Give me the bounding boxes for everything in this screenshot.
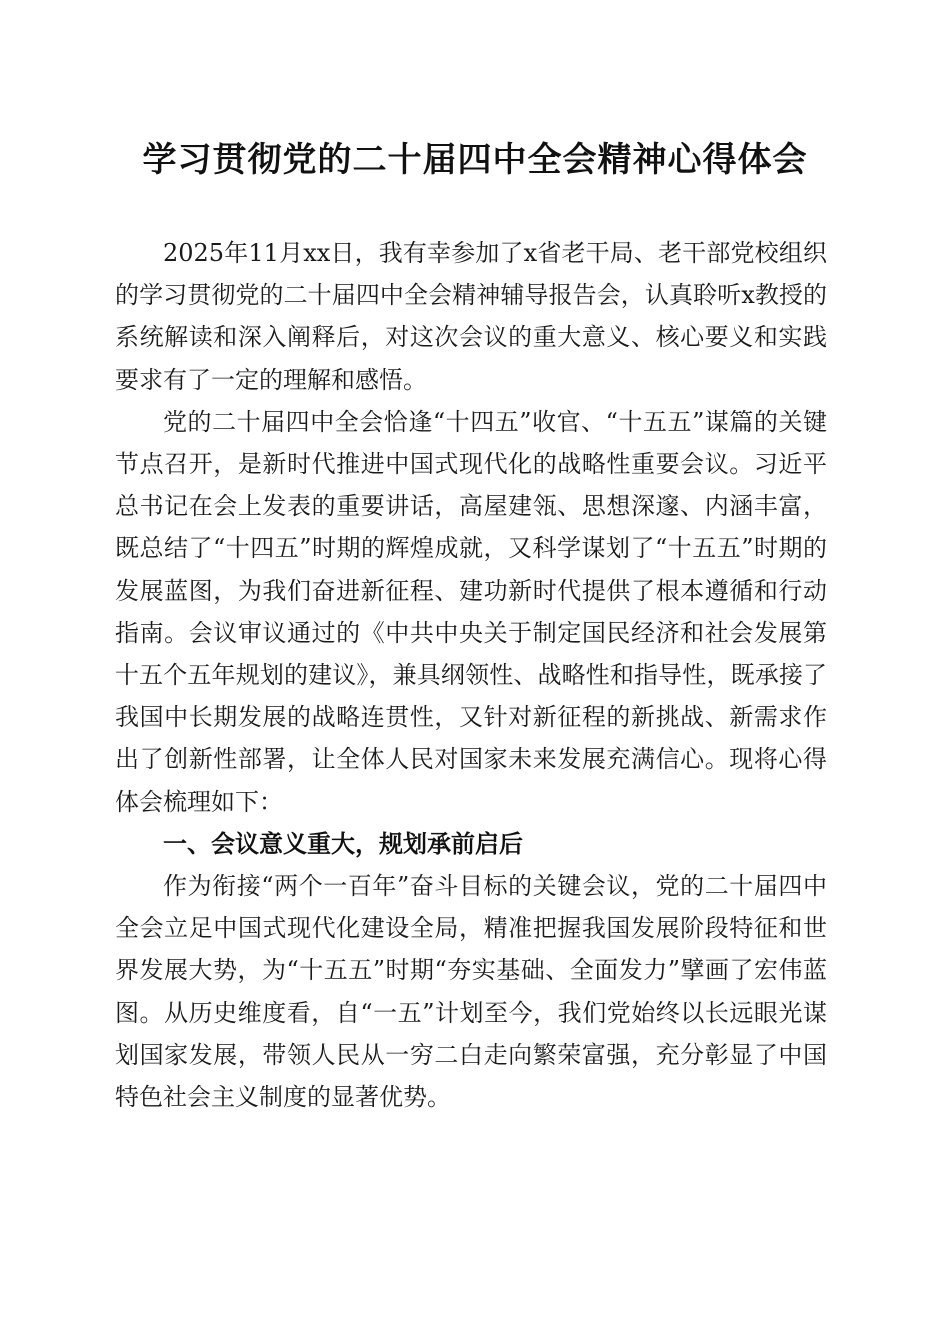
paragraph-section-1: 作为衔接“两个一百年”奋斗目标的关键会议，党的二十届四中全会立足中国式现代化建设全局，精准把握我国发展阶段特征和世界发展大势，为“十五五”时期“夯实基础、全面发力”擘画了宏伟蓝图。从历史维度看，自“一五”计划至今，我们党始终以长远眼光谋划国家发展，带领人民从一穷二白走向繁荣富强，充分彰显了中国特色社会主义制度的显著优势。: [115, 872, 827, 1112]
paragraph-background: 党的二十届四中全会恰逢“十四五”收官、“十五五”谋篇的关键节点召开，是新时代推进中国式现代化的战略性重要会议。习近平总书记在会上发表的重要讲话，高屋建瓴、思想深邃、内涵丰富，既总结了“十四五”时期的辉煌成就，又科学谋划了“十五五”时期的发展蓝图，为我们奋进新征程、建功新时代提供了根本遵循和行动指南。会议审议通过的《中共中央关于制定国民经济和社会发展第十五个五年规划的建议》，兼具纲领性、战略性和指导性，既承接了我国中长期发展的战略连贯性，又针对新征程的新挑战、新需求作出了创新性部署，让全体人民对国家未来发展充满信心。现将心得体会梳理如下：: [115, 407, 827, 816]
document-title: 学习贯彻党的二十届四中全会精神心得体会: [142, 140, 808, 180]
document-body: [115, 232, 827, 1118]
paragraph-intro: 2025年11月xx日，我有幸参加了x省老干局、老干部党校组织的学习贯彻党的二十届四中全会精神辅导报告会，认真聆听x教授的系统解读和深入阐释后，对这次会议的重大意义、核心要义和实践要求有了一定的理解和感悟。: [115, 239, 827, 394]
section-heading-1: 一、会议意义重大，规划承前启后: [163, 829, 523, 858]
